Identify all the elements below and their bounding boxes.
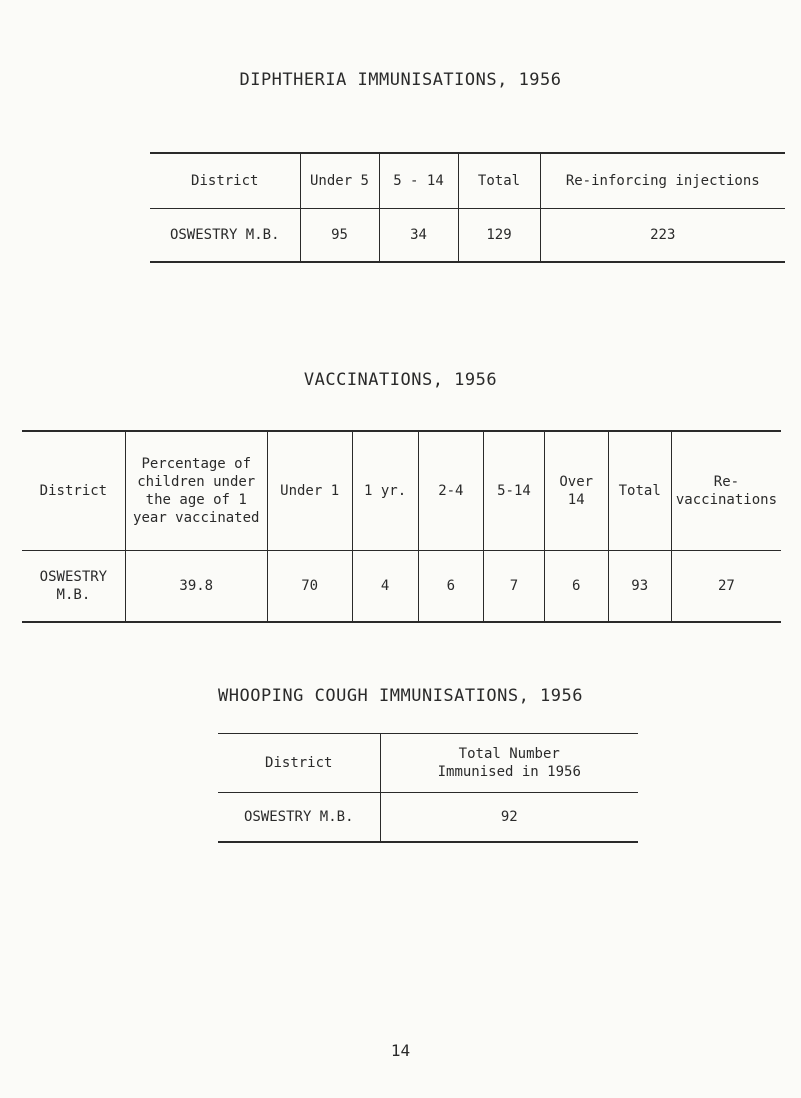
table-cell: 7	[484, 551, 545, 623]
column-header: 2-4	[418, 431, 484, 551]
table-cell: 223	[540, 209, 785, 263]
table-cell: OSWESTRY M.B.	[22, 551, 125, 623]
whooping-cough-title: WHOOPING COUGH IMMUNISATIONS, 1956	[218, 686, 583, 706]
column-header: Under 1	[267, 431, 352, 551]
table-cell: 4	[352, 551, 418, 623]
table-cell: 34	[379, 209, 458, 263]
table-cell: 92	[380, 793, 638, 843]
table-cell: 6	[544, 551, 608, 623]
table-cell: 95	[300, 209, 379, 263]
table-row	[22, 551, 781, 623]
diphtheria-title: DIPHTHERIA IMMUNISATIONS, 1956	[239, 70, 562, 90]
column-header: 5-14	[484, 431, 545, 551]
table-cell: 93	[608, 551, 671, 623]
table-cell: OSWESTRY M.B.	[150, 209, 300, 263]
table-row	[218, 793, 638, 843]
column-header: District	[150, 153, 300, 209]
table-cell: 39.8	[125, 551, 267, 623]
table-cell: 27	[671, 551, 781, 623]
column-header: Re-inforcing injections	[540, 153, 785, 209]
column-header: Over 14	[544, 431, 608, 551]
whooping-cough-table	[218, 733, 638, 843]
vaccinations-title: VACCINATIONS, 1956	[303, 370, 498, 390]
table-header-row	[218, 734, 638, 793]
column-header: Total	[458, 153, 540, 209]
page-number: 14	[390, 1041, 411, 1060]
column-header: Total	[608, 431, 671, 551]
column-header: Percentage of children under the age of 1 year vaccinated	[125, 431, 267, 551]
table-cell: 70	[267, 551, 352, 623]
table-header-row	[22, 431, 781, 551]
column-header: Re-vaccinations	[671, 431, 781, 551]
column-header: Total Number Immunised in 1956	[380, 734, 638, 793]
table-header-row	[150, 153, 785, 209]
diphtheria-table	[150, 152, 785, 263]
column-header: 1 yr.	[352, 431, 418, 551]
table-cell: 6	[418, 551, 484, 623]
vaccinations-table	[22, 430, 781, 623]
column-header: Under 5	[300, 153, 379, 209]
column-header: 5 - 14	[379, 153, 458, 209]
table-cell: 129	[458, 209, 540, 263]
table-row	[150, 209, 785, 263]
table-cell: OSWESTRY M.B.	[218, 793, 380, 843]
column-header: District	[218, 734, 380, 793]
column-header: District	[22, 431, 125, 551]
